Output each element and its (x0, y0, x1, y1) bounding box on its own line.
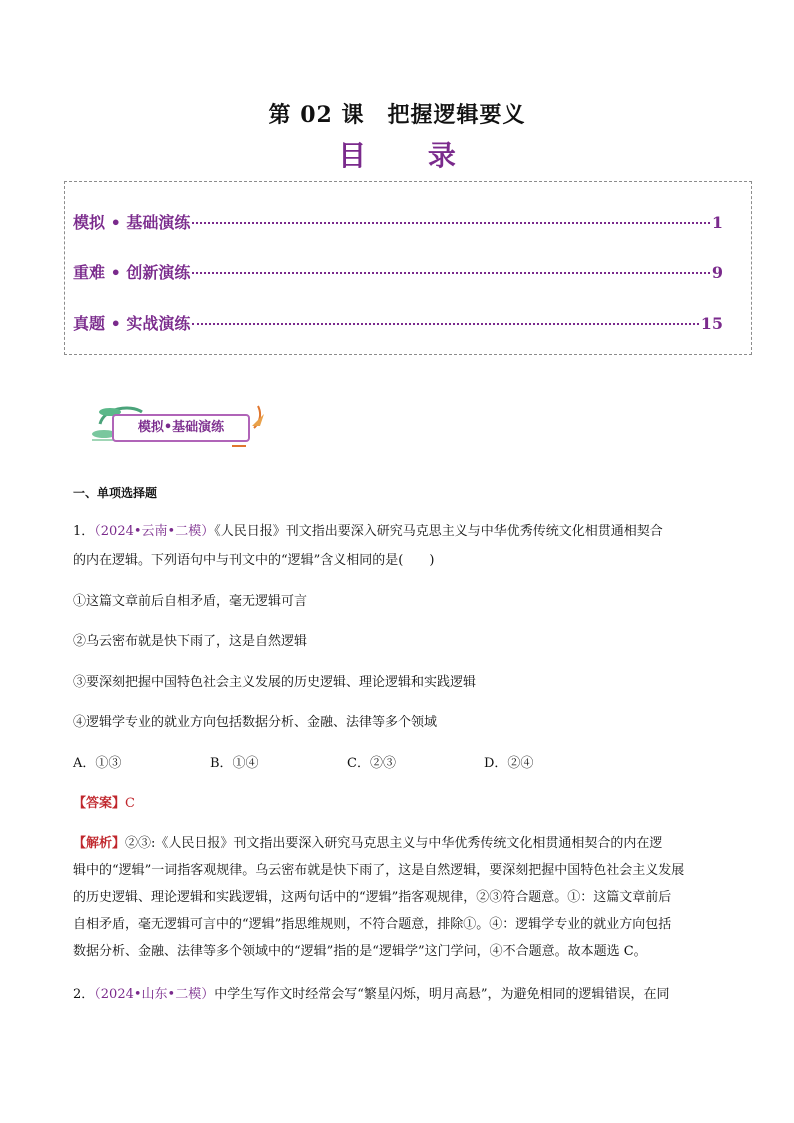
question-source: （2024•山东•二模） (94, 987, 215, 1002)
toc-heading: 目 录 (338, 139, 482, 172)
question-1-analysis-line2: 辑中的“逻辑”一词指客观规律。乌云密布就是快下雨了，这是自然逻辑，要深刻把握中国特色社会主义发展 (73, 863, 685, 878)
section-heading: 一、单项选择题 (73, 486, 158, 500)
toc-entry-basic[interactable] (73, 210, 723, 233)
table-of-contents (64, 181, 752, 355)
question-1-analysis-line4: 自相矛盾，毫无逻辑可言中的“逻辑”指思维规则，不符合题意，排除①。④：逻辑学专业的就业方向包括 (73, 917, 672, 932)
question-text: 中学生写作文时经常会写“繁星闪烁，明月高悬”，为避免相同的逻辑错误，在同 (214, 987, 670, 1002)
toc-entry-label: 重难 • 创新演练 (73, 263, 191, 282)
question-1-analysis-line5: 数据分析、金融、法律等多个领域中的“逻辑”指的是“逻辑学”这门学问，④不合题意。故本题选 C。 (73, 944, 647, 959)
answer-value: C (125, 796, 135, 811)
toc-page-number: 15 (700, 314, 723, 333)
question-1-analysis-line3: 的历史逻辑、理论逻辑和实践逻辑，这两句话中的“逻辑”指客观规律，②③符合题意。①：这篇文章前后 (73, 890, 672, 905)
question-1-analysis-line1 (73, 834, 723, 854)
toc-entry-label: 真题 • 实战演练 (73, 314, 191, 333)
question-1-stem-line1 (73, 522, 723, 542)
toc-entry-advanced[interactable] (73, 260, 723, 283)
banner-label: 模拟•基础演练 (112, 414, 250, 442)
question-number: 2． (73, 987, 95, 1002)
question-text: 《人民日报》刊文指出要深入研究马克思主义与中华优秀传统文化相贯通相契合 (214, 524, 663, 539)
analysis-text: ②③:《人民日报》刊文指出要深入研究马克思主义与中华优秀传统文化相贯通相契合的内在逻 (125, 836, 663, 851)
choice-c[interactable]: C．②③ (347, 756, 396, 771)
question-source: （2024•云南•二模） (94, 524, 215, 539)
toc-leader-dots (192, 272, 709, 274)
question-2-stem-line1 (73, 985, 723, 1005)
toc-entry-label: 模拟 • 基础演练 (73, 213, 191, 232)
toc-leader-dots (192, 323, 698, 325)
section-banner (82, 400, 278, 450)
question-number: 1． (73, 524, 95, 539)
analysis-label: 【解析】 (73, 836, 126, 851)
lesson-title: 第 02 课 把握逻辑要义 (268, 102, 526, 128)
question-1-choices (73, 754, 723, 774)
question-1-statement-4: ④逻辑学专业的就业方向包括数据分析、金融、法律等多个领域 (73, 715, 438, 730)
question-1-answer (73, 794, 723, 814)
question-1-statement-3: ③要深刻把握中国特色社会主义发展的历史逻辑、理论逻辑和实践逻辑 (73, 675, 477, 690)
toc-page-number: 1 (711, 213, 723, 232)
question-1-statement-2: ②乌云密布就是快下雨了，这是自然逻辑 (73, 634, 308, 649)
question-1-stem-line2: 的内在逻辑。下列语句中与刊文中的“逻辑”含义相同的是( ) (73, 553, 435, 568)
choice-d[interactable]: D．②④ (484, 756, 534, 771)
answer-label: 【答案】 (73, 796, 126, 811)
question-1-statement-1: ①这篇文章前后自相矛盾，毫无逻辑可言 (73, 594, 308, 609)
toc-page-number: 9 (711, 263, 723, 282)
choice-a[interactable]: A．①③ (73, 756, 122, 771)
toc-leader-dots (192, 222, 709, 224)
choice-b[interactable]: B．①④ (210, 756, 259, 771)
toc-entry-real-exam[interactable] (73, 311, 723, 334)
